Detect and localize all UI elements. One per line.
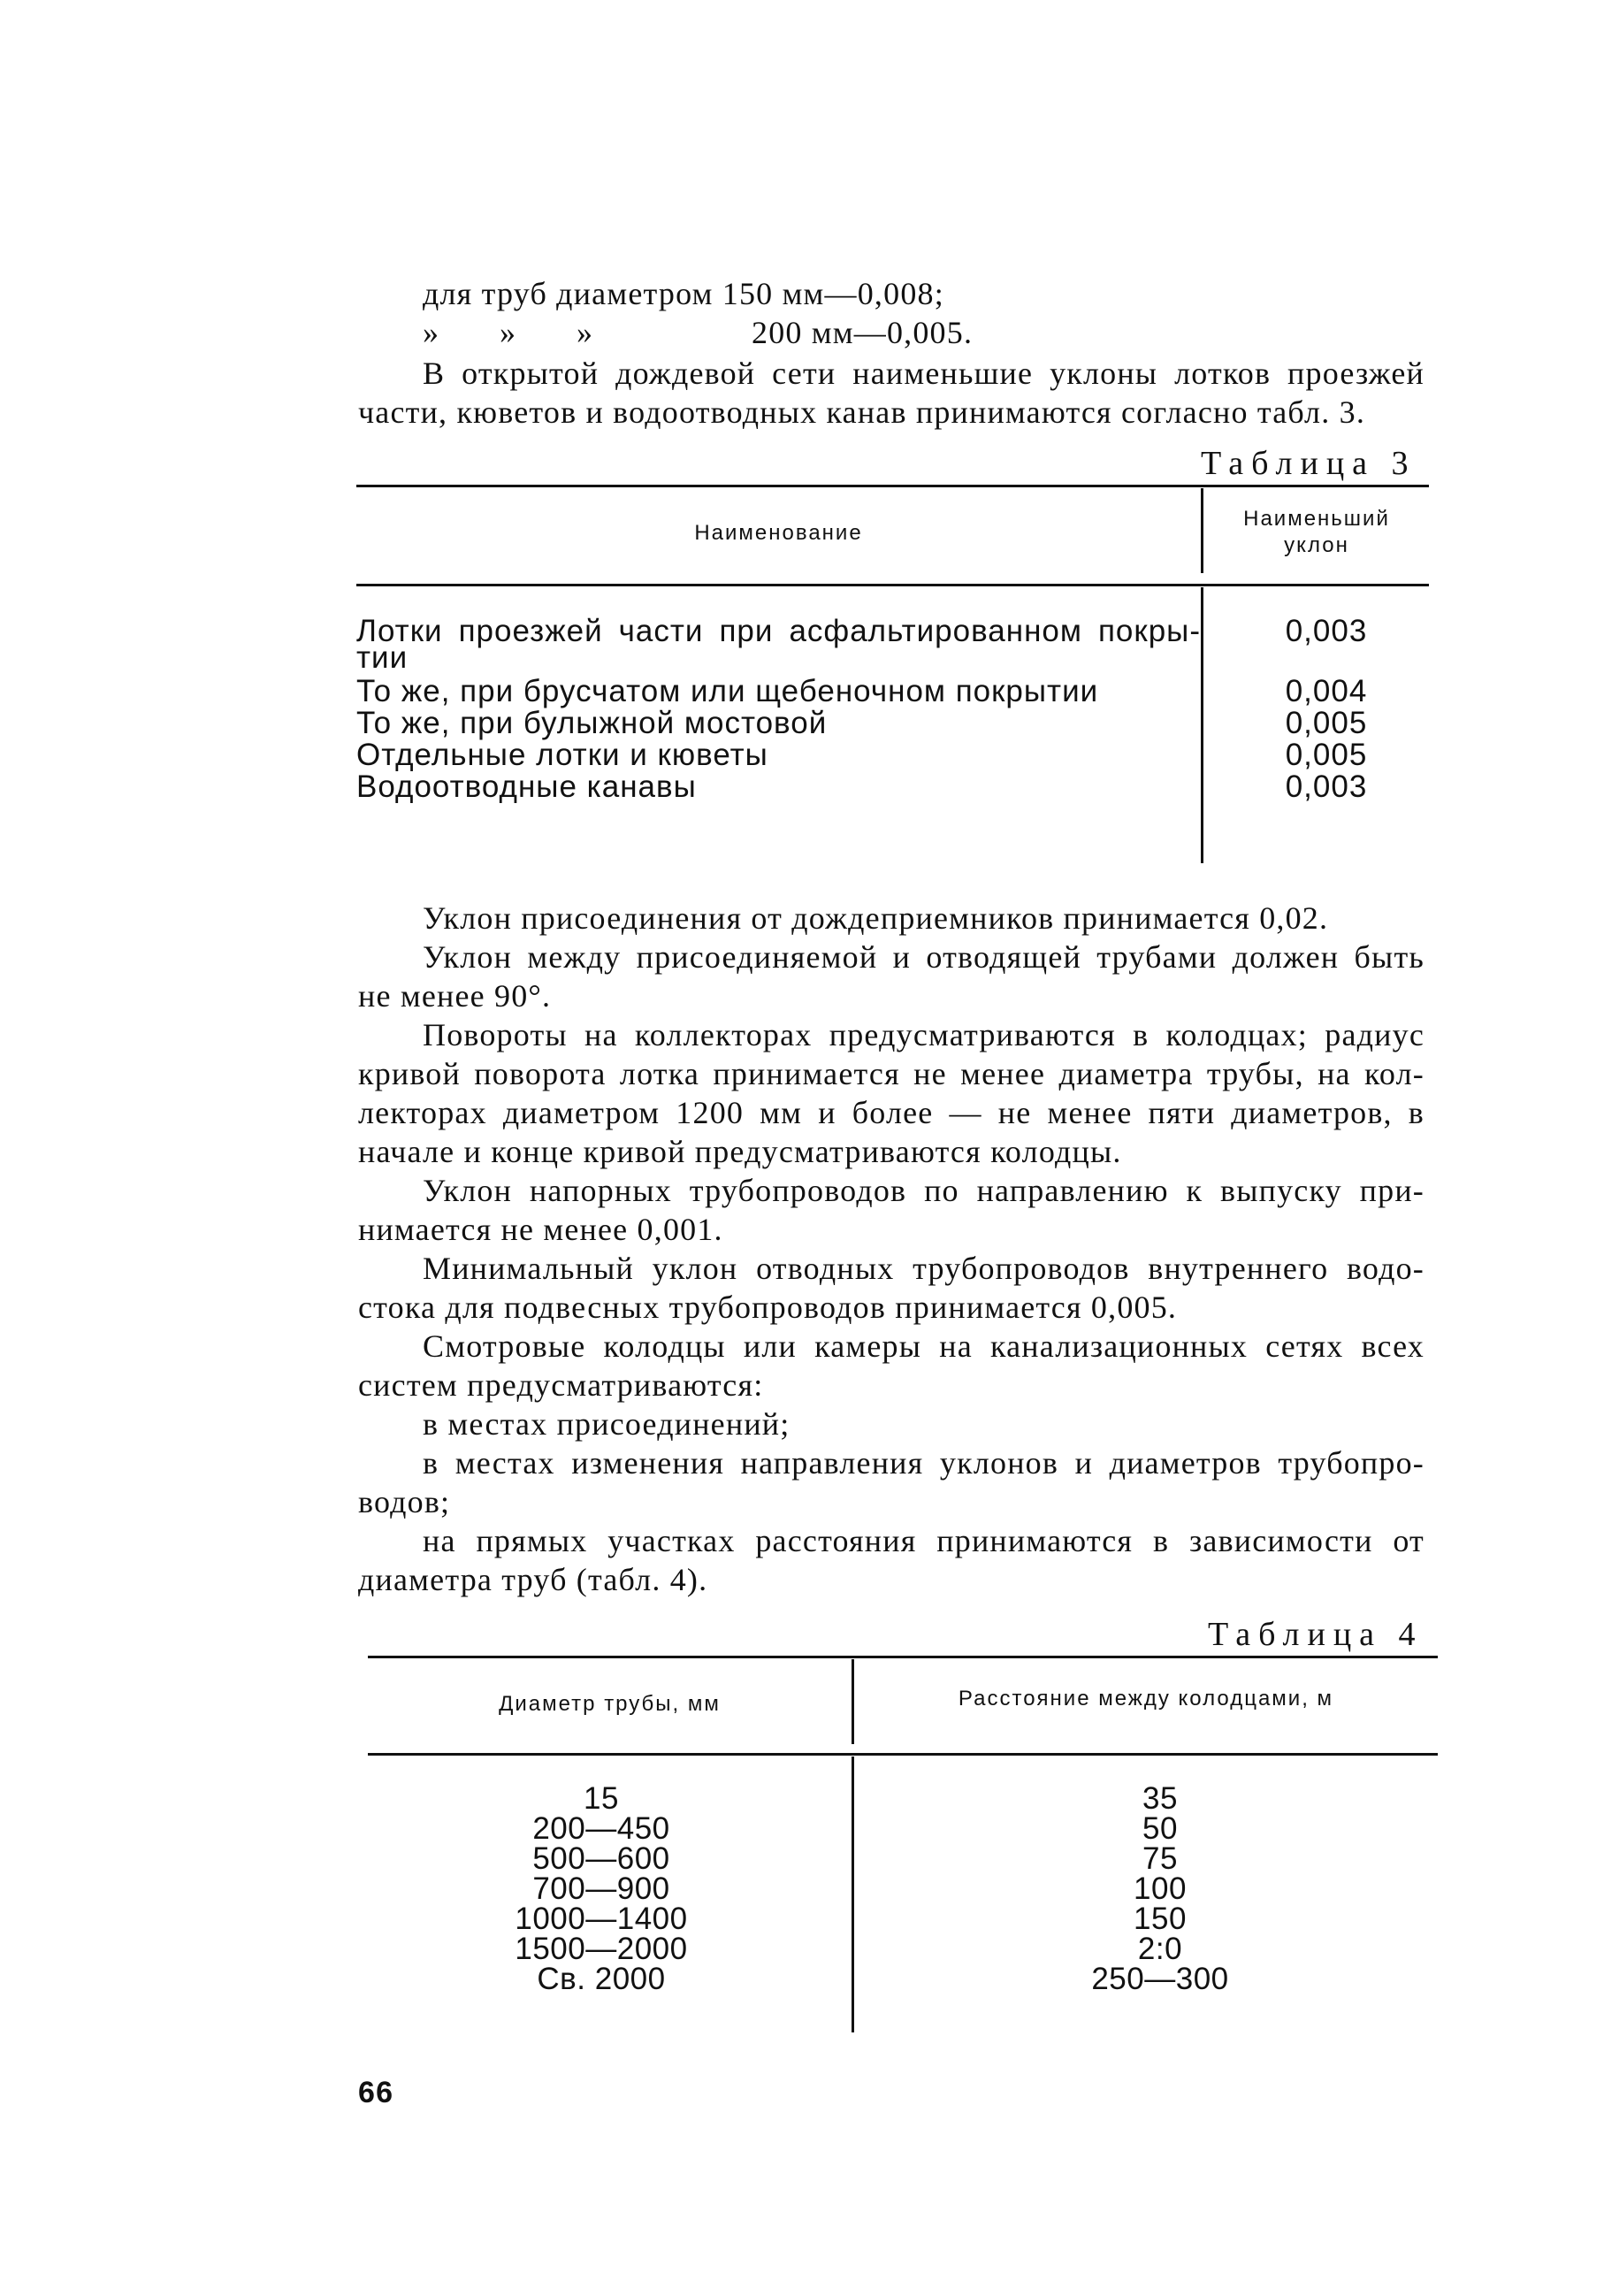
- body-p9-line-1: на прямых участках расстояния принимаются в зависимости от: [423, 1523, 1425, 1558]
- table4-top-rule: [368, 1656, 1438, 1658]
- body-p4-line-2: нимается не менее 0,001.: [358, 1212, 723, 1247]
- body-p1: Уклон присоединения от дождеприемников принимается 0,02.: [423, 900, 1329, 936]
- table4-header-distance: Расстояние между колодцами, м: [958, 1687, 1334, 1711]
- table4-row-7-diameter: Св. 2000: [537, 1962, 666, 1996]
- table4-row-4-distance: 100: [1134, 1871, 1187, 1906]
- table3-row-2-value: 0,004: [1285, 674, 1368, 708]
- table3-row-1-value: 0,003: [1285, 614, 1368, 648]
- table4-row-5-diameter: 1000—1400: [515, 1902, 688, 1936]
- body-p6-line-1: Смотровые колодцы или камеры на канализационных сетях всех: [423, 1328, 1425, 1364]
- table3-header-rule: [356, 584, 1429, 586]
- table3-top-rule: [356, 485, 1429, 487]
- body-p5-line-1: Минимальный уклон отводных трубопроводов внутреннего водо-: [423, 1251, 1425, 1286]
- page-number: 66: [358, 2076, 394, 2109]
- body-p3-line-3: лекторах диаметром 1200 мм и более — не менее пяти диаметров, в: [358, 1095, 1425, 1130]
- body-p3-line-1: Повороты на коллекторах предусматриваются в колодцах; радиус: [423, 1017, 1425, 1052]
- table4-row-6-diameter: 1500—2000: [515, 1932, 688, 1966]
- body-p8-line-1: в местах изменения направления уклонов и диаметров трубопро-: [423, 1445, 1425, 1481]
- body-p2-line-2: не менее 90°.: [358, 978, 552, 1014]
- body-p6-line-2: систем предусматриваются:: [358, 1367, 764, 1403]
- body-p3-line-2: кривой поворота лотка принимается не менее диаметра трубы, на кол-: [358, 1056, 1425, 1091]
- body-p9-line-2: диаметра труб (табл. 4).: [358, 1562, 708, 1597]
- table4-row-3-distance: 75: [1142, 1841, 1178, 1876]
- table3-row-4-value: 0,005: [1285, 738, 1368, 772]
- body-p4-line-1: Уклон напорных трубопроводов по направлению к выпуску при-: [423, 1173, 1425, 1208]
- table3-header-slope: Наименьший уклон: [1243, 507, 1390, 557]
- table4-body-divider: [852, 1756, 854, 2032]
- table4-header-diameter: Диаметр трубы, мм: [499, 1692, 721, 1716]
- table4-row-4-diameter: 700—900: [532, 1871, 670, 1906]
- body-p2-line-1: Уклон между присоединяемой и отводящей трубами должен быть: [423, 939, 1425, 975]
- table4-row-2-distance: 50: [1142, 1811, 1178, 1846]
- body-p8-line-2: водов;: [358, 1484, 451, 1519]
- table3-header-name: Наименование: [694, 521, 863, 545]
- table4-row-1-diameter: 15: [584, 1781, 619, 1816]
- body-p3-line-4: начале и конце кривой предусматриваются колодцы.: [358, 1134, 1122, 1169]
- table3-row-3-value: 0,005: [1285, 706, 1368, 740]
- table4-row-5-distance: 150: [1134, 1902, 1187, 1936]
- table3-header-divider: [1201, 488, 1203, 573]
- table4-header-rule: [368, 1753, 1438, 1756]
- table4-row-2-diameter: 200—450: [532, 1811, 670, 1846]
- intro-ditto-marks: » » »: [423, 315, 619, 350]
- body-p7: в местах присоединений;: [423, 1406, 791, 1442]
- table3-row-2-name: То же, при брусчатом или щебеночном покрытии: [356, 674, 1099, 708]
- table4-row-1-distance: 35: [1142, 1781, 1178, 1816]
- table4-row-6-distance: 2:0: [1137, 1932, 1183, 1966]
- table3-label: Таблица 3: [1201, 445, 1417, 482]
- table3-row-1-name: Лотки проезжей части при асфальтированном покры-: [356, 614, 1201, 648]
- table3-body-divider: [1201, 587, 1203, 863]
- table3-row-3-name: То же, при булыжной мостовой: [356, 706, 828, 740]
- table3-row-1-name-cont: тии: [356, 640, 409, 675]
- table4-row-3-diameter: 500—600: [532, 1841, 670, 1876]
- table3-row-5-name: Водоотводные канавы: [356, 769, 697, 804]
- table3-row-5-value: 0,003: [1285, 769, 1368, 804]
- table4-label: Таблица 4: [1208, 1616, 1424, 1653]
- table4-row-7-distance: 250—300: [1091, 1962, 1229, 1996]
- intro-line-2: 200 мм—0,005.: [752, 315, 974, 350]
- table3-row-4-name: Отдельные лотки и кюветы: [356, 738, 768, 772]
- body-p5-line-2: стока для подвесных трубопроводов принимается 0,005.: [358, 1290, 1178, 1325]
- para-open-net-line-1: В открытой дождевой сети наименьшие уклоны лотков проезжей: [423, 356, 1425, 391]
- para-open-net-line-2: части, кюветов и водоотводных канав принимаются согласно табл. 3.: [358, 394, 1366, 430]
- intro-line-1: для труб диаметром 150 мм—0,008;: [423, 276, 944, 311]
